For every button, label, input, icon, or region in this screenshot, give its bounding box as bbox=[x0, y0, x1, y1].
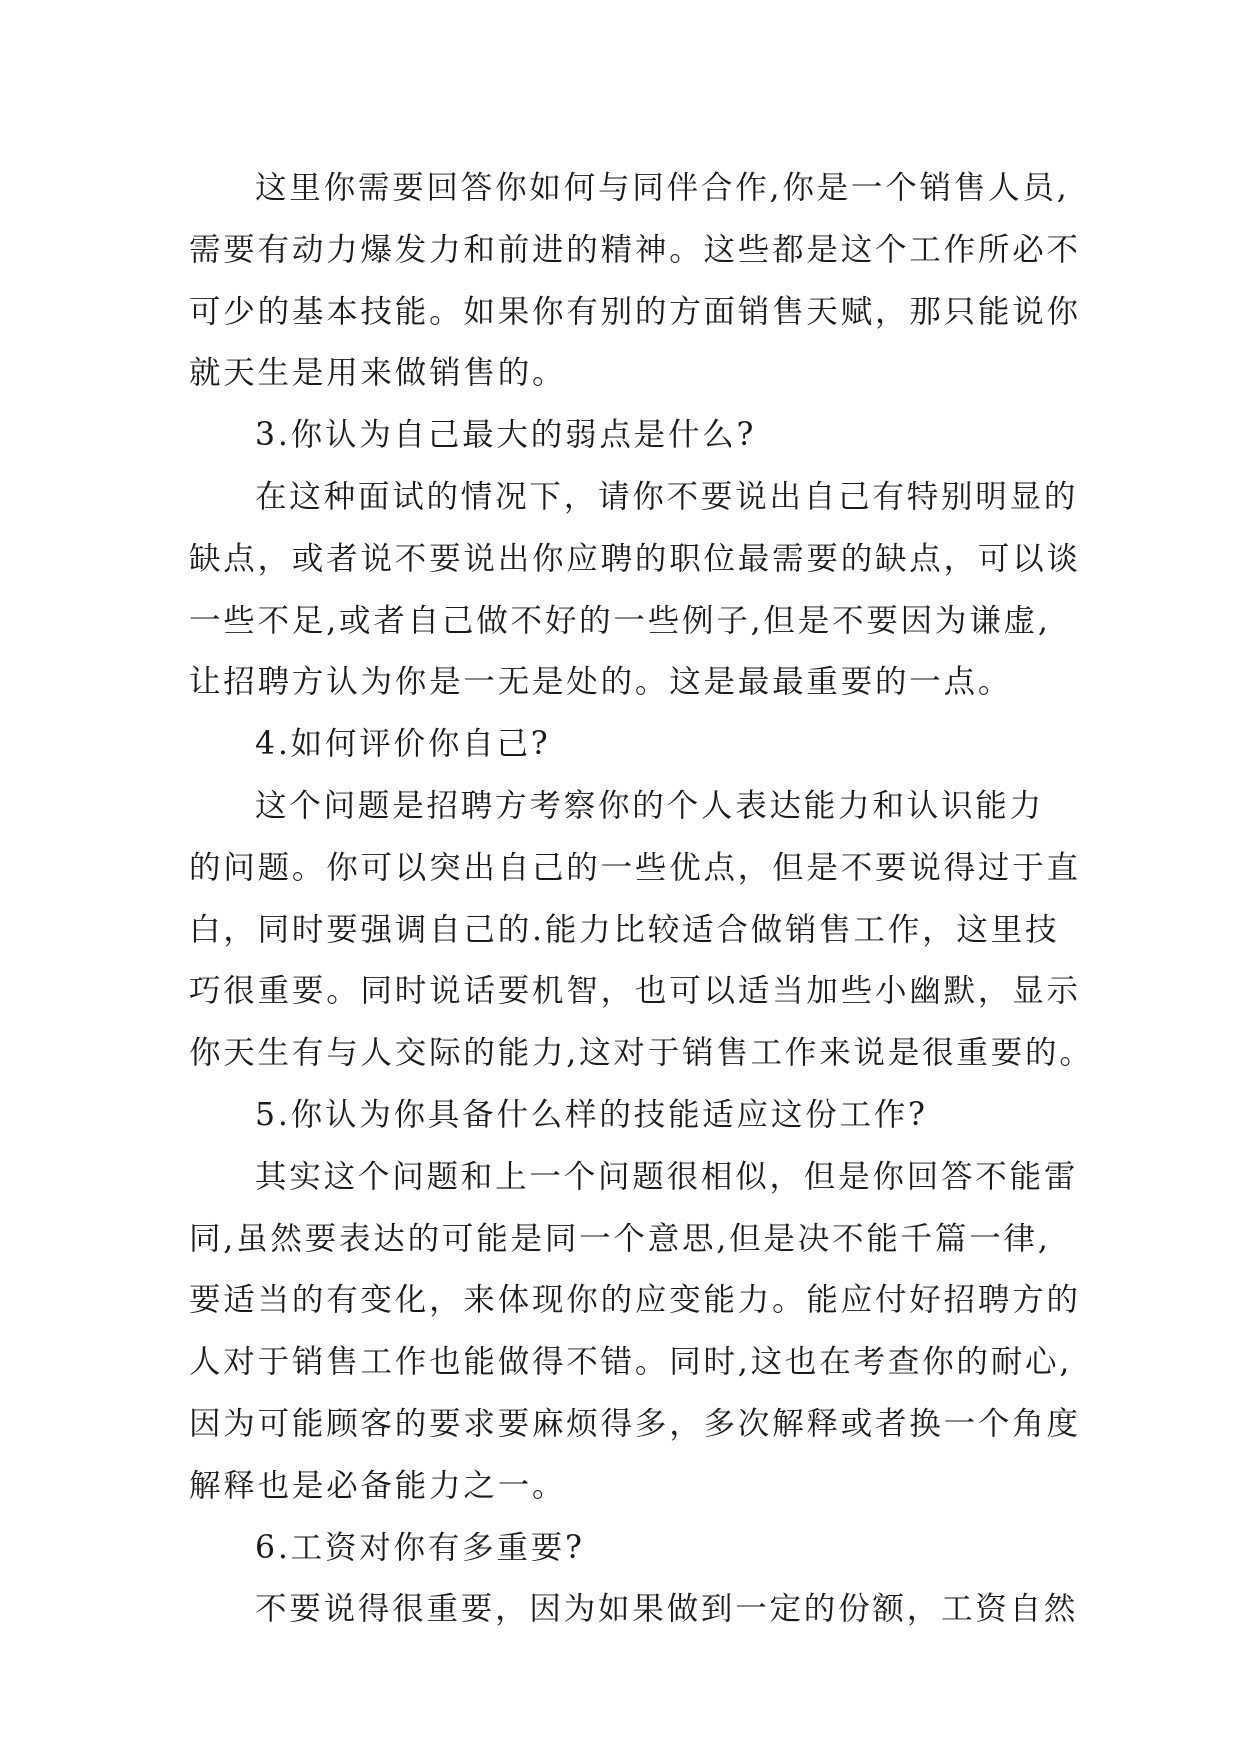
text-line: 要适当的有变化，来体现你的应变能力。能应付好招聘方的 bbox=[189, 1282, 1081, 1319]
text-line: 缺点，或者说不要说出你应聘的职位最需要的缺点，可以谈 bbox=[189, 540, 1081, 577]
text-line: 就天生是用来做销售的。 bbox=[189, 355, 567, 392]
document-body bbox=[189, 158, 1094, 1641]
text-line: 5.你认为你具备什么样的技能适应这份工作? bbox=[255, 1096, 928, 1133]
text-line: 你天生有与人交际的能力,这对于销售工作来说是很重要的。 bbox=[189, 1035, 1094, 1072]
text-line: 这里你需要回答你如何与同伴合作,你是一个销售人员, bbox=[255, 170, 1070, 206]
text-line: 一些不足,或者自己做不好的一些例子,但是不要因为谦虚, bbox=[189, 602, 1051, 639]
text-line: 在这种面试的情况下，请你不要说出自己有特别明显的 bbox=[255, 478, 1079, 515]
text-line: 3.你认为自己最大的弱点是什么? bbox=[255, 417, 757, 454]
text-line: 的问题。你可以突出自己的一些优点，但是不要说得过于直 bbox=[189, 849, 1081, 886]
text-line: 其实这个问题和上一个问题很相似，但是你回答不能雷 bbox=[255, 1158, 1079, 1195]
text-line: 巧很重要。同时说话要机智，也可以适当加些小幽默，显示 bbox=[189, 973, 1081, 1010]
text-line: 需要有动力爆发力和前进的精神。这些都是这个工作所必不 bbox=[189, 231, 1081, 268]
text-line: 因为可能顾客的要求要麻烦得多，多次解释或者换一个角度 bbox=[189, 1405, 1081, 1442]
text-line: 人对于销售工作也能做得不错。同时,这也在考查你的耐心, bbox=[189, 1344, 1073, 1381]
text-line: 解释也是必备能力之一。 bbox=[189, 1467, 567, 1504]
text-line: 同,虽然要表达的可能是同一个意思,但是决不能千篇一律, bbox=[189, 1220, 1051, 1257]
text-line: 4.如何评价你自己? bbox=[255, 726, 551, 763]
text-line: 让招聘方认为你是一无是处的。这是最最重要的一点。 bbox=[189, 664, 1013, 701]
text-line: 这个问题是招聘方考察你的个人表达能力和认识能力 bbox=[255, 787, 1044, 824]
text-line: 不要说得很重要，因为如果做到一定的份额，工资自然 bbox=[255, 1591, 1079, 1628]
text-line: 可少的基本技能。如果你有别的方面销售天赋，那只能说你 bbox=[189, 293, 1081, 330]
text-line: 6.工资对你有多重要? bbox=[255, 1529, 585, 1566]
text-line: 白，同时要强调自己的.能力比较适合做销售工作，这里技 bbox=[189, 911, 1060, 948]
